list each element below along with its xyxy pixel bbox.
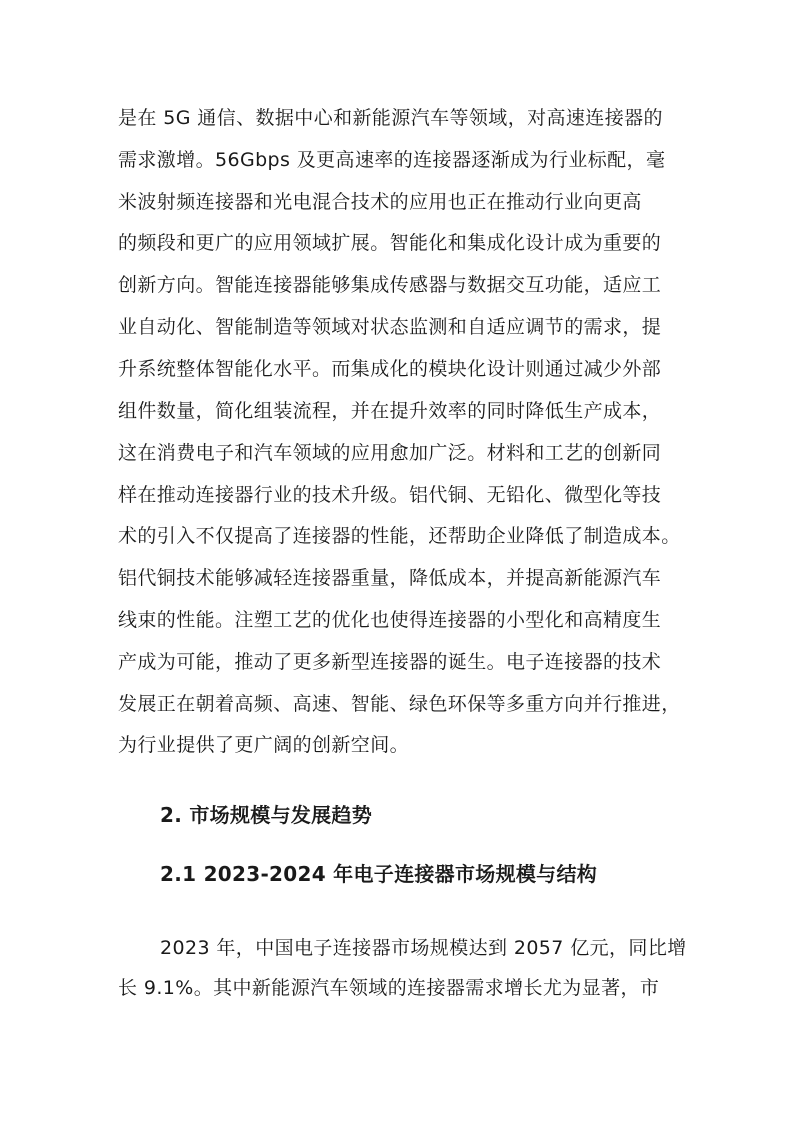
subsection-heading: 2.1 2023-2024 年电子连接器市场规模与结构 [160, 862, 598, 886]
paragraph-line: 长 9.1%。其中新能源汽车领域的连接器需求增长尤为显著，市 [118, 977, 660, 999]
paragraph-line: 创新方向。智能连接器能够集成传感器与数据交互功能，适应工 [118, 274, 662, 296]
paragraph-line: 样在推动连接器行业的技术升级。铝代铜、无铅化、微型化等技 [118, 484, 662, 506]
paragraph-line: 的频段和更广的应用领域扩展。智能化和集成化设计成为重要的 [118, 232, 662, 254]
section-heading: 2. 市场规模与发展趋势 [160, 803, 373, 827]
paragraph-line: 米波射频连接器和光电混合技术的应用也正在推动行业向更高 [118, 191, 642, 213]
paragraph-line: 线束的性能。注塑工艺的优化也使得连接器的小型化和高精度生 [118, 609, 662, 631]
paragraph-line: 业自动化、智能制造等领域对状态监测和自适应调节的需求，提 [118, 316, 662, 338]
paragraph-line: 是在 5G 通信、数据中心和新能源汽车等领域，对高速连接器的 [118, 107, 663, 129]
paragraph-line: 为行业提供了更广阔的创新空间。 [118, 734, 410, 756]
paragraph-line: 术的引入不仅提高了连接器的性能，还帮助企业降低了制造成本。 [118, 525, 681, 547]
paragraph-line: 需求激增。56Gbps 及更高速率的连接器逐渐成为行业标配，毫 [118, 149, 666, 171]
paragraph-line: 组件数量，简化组装流程，并在提升效率的同时降低生产成本， [118, 400, 662, 422]
paragraph-line: 发展正在朝着高频、高速、智能、绿色环保等多重方向并行推进， [118, 693, 681, 715]
paragraph-line: 这在消费电子和汽车领域的应用愈加广泛。材料和工艺的创新同 [118, 442, 662, 464]
paragraph-line: 升系统整体智能化水平。而集成化的模块化设计则通过减少外部 [118, 358, 662, 380]
paragraph-line: 2023 年，中国电子连接器市场规模达到 2057 亿元，同比增 [160, 937, 687, 959]
paragraph-line: 产成为可能，推动了更多新型连接器的诞生。电子连接器的技术 [118, 651, 662, 673]
paragraph-line: 铝代铜技术能够减轻连接器重量，降低成本，并提高新能源汽车 [118, 567, 662, 589]
